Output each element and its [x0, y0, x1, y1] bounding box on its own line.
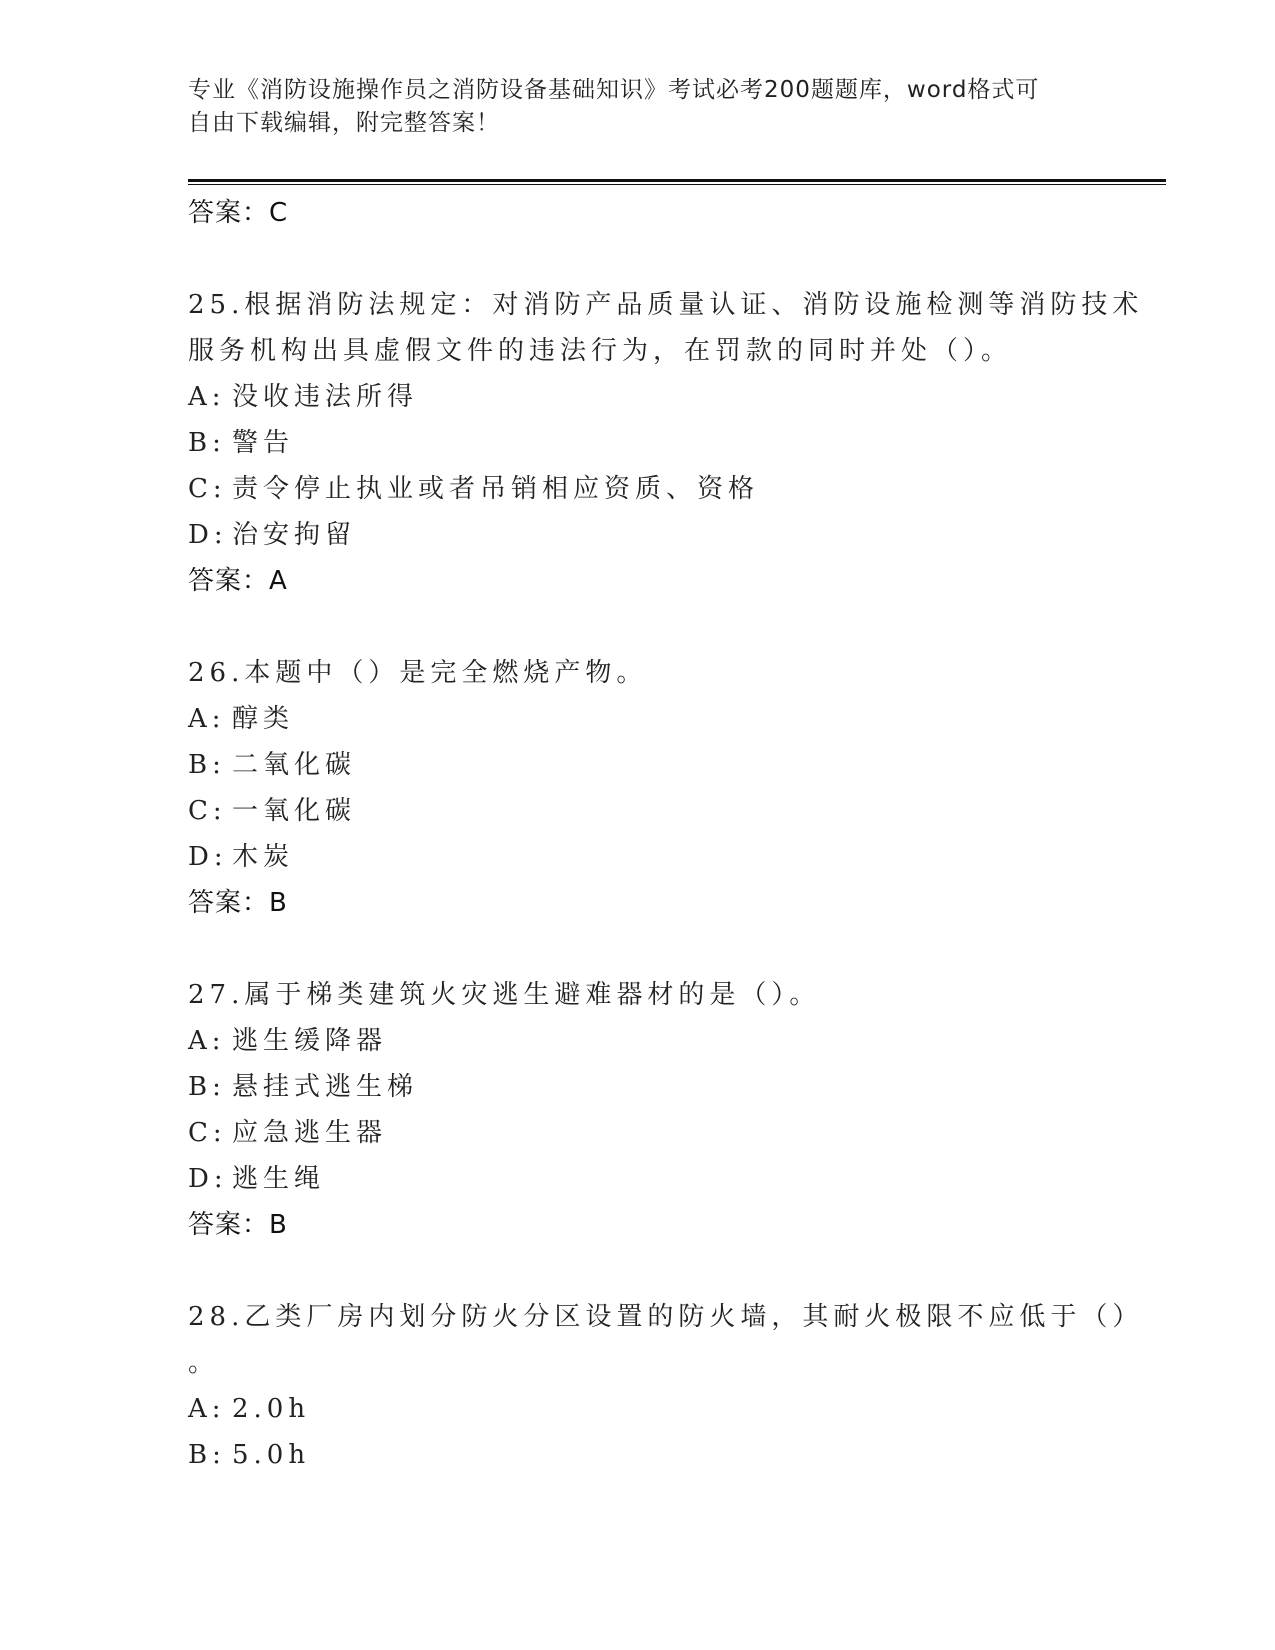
option-text: 悬挂式逃生梯	[232, 1072, 419, 1102]
question-text: 27.属于梯类建筑火灾逃生避难器材的是（）。	[188, 980, 821, 1010]
spacer	[188, 236, 1088, 282]
spacer	[188, 926, 1088, 972]
question-text: 服务机构出具虚假文件的违法行为，在罚款的同时并处（）。	[188, 336, 1013, 366]
option-text: 逃生绳	[232, 1164, 326, 1194]
option-text: 没收违法所得	[232, 382, 419, 412]
option-text: 木炭	[232, 842, 295, 872]
question-list	[188, 190, 1144, 1478]
question-block	[188, 972, 1088, 1248]
option-text: 治安拘留	[232, 520, 357, 550]
spacer	[188, 604, 1088, 650]
option-letter: B:	[188, 1072, 226, 1102]
option-letter: B:	[188, 1440, 226, 1470]
option-letter: C:	[188, 796, 227, 826]
option-text: 责令停止执业或者吊销相应资质、资格	[232, 474, 760, 504]
option-letter: A:	[188, 1394, 226, 1424]
header-line-1: 专业《消防设施操作员之消防设备基础知识》考试必考200题题库，word格式可	[188, 77, 1040, 103]
option-d	[188, 1156, 1088, 1202]
question-text: 28.乙类厂房内划分防火分区设置的防火墙，其耐火极限不应低于（）	[188, 1302, 1144, 1332]
answer-line: 答案：A	[188, 566, 288, 596]
answer-line: 答案：C	[188, 198, 289, 228]
option-letter: C:	[188, 474, 227, 504]
option-text: 应急逃生器	[232, 1118, 388, 1148]
option-text: 逃生缓降器	[232, 1026, 388, 1056]
option-letter: B:	[188, 428, 226, 458]
question-text: 25.根据消防法规定：对消防产品质量认证、消防设施检测等消防技术	[188, 290, 1144, 320]
question-block	[188, 282, 1144, 604]
option-a	[188, 696, 1088, 742]
option-a	[188, 1018, 1088, 1064]
question-text: 。	[188, 1348, 220, 1378]
question-text: 26.本题中（）是完全燃烧产物。	[188, 658, 648, 688]
document-header	[188, 74, 1068, 140]
option-letter: B:	[188, 750, 226, 780]
option-a	[188, 1386, 1088, 1432]
option-b	[188, 742, 1088, 788]
option-c	[188, 466, 1088, 512]
question-block	[188, 1294, 1144, 1478]
header-divider-thick	[188, 179, 1166, 182]
header-line-2: 自由下载编辑，附完整答案！	[188, 110, 500, 136]
option-letter: D:	[188, 520, 228, 550]
answer-line: 答案：B	[188, 888, 288, 918]
answer-line: 答案：B	[188, 1210, 288, 1240]
option-text: 二氧化碳	[232, 750, 357, 780]
header-divider-thin	[188, 184, 1166, 185]
option-b	[188, 420, 1088, 466]
option-d	[188, 512, 1088, 558]
option-c	[188, 1110, 1088, 1156]
spacer	[188, 1248, 1088, 1294]
option-b	[188, 1064, 1088, 1110]
option-letter: A:	[188, 1026, 226, 1056]
option-letter: A:	[188, 382, 226, 412]
option-text: 5.0h	[232, 1440, 311, 1470]
option-letter: C:	[188, 1118, 227, 1148]
option-text: 一氧化碳	[232, 796, 357, 826]
option-c	[188, 788, 1088, 834]
option-a	[188, 374, 1088, 420]
option-text: 警告	[232, 428, 295, 458]
option-text: 醇类	[232, 704, 295, 734]
option-letter: A:	[188, 704, 226, 734]
option-d	[188, 834, 1088, 880]
option-text: 2.0h	[232, 1394, 311, 1424]
option-letter: D:	[188, 1164, 228, 1194]
option-b	[188, 1432, 1088, 1478]
option-letter: D:	[188, 842, 228, 872]
question-block	[188, 650, 1088, 926]
